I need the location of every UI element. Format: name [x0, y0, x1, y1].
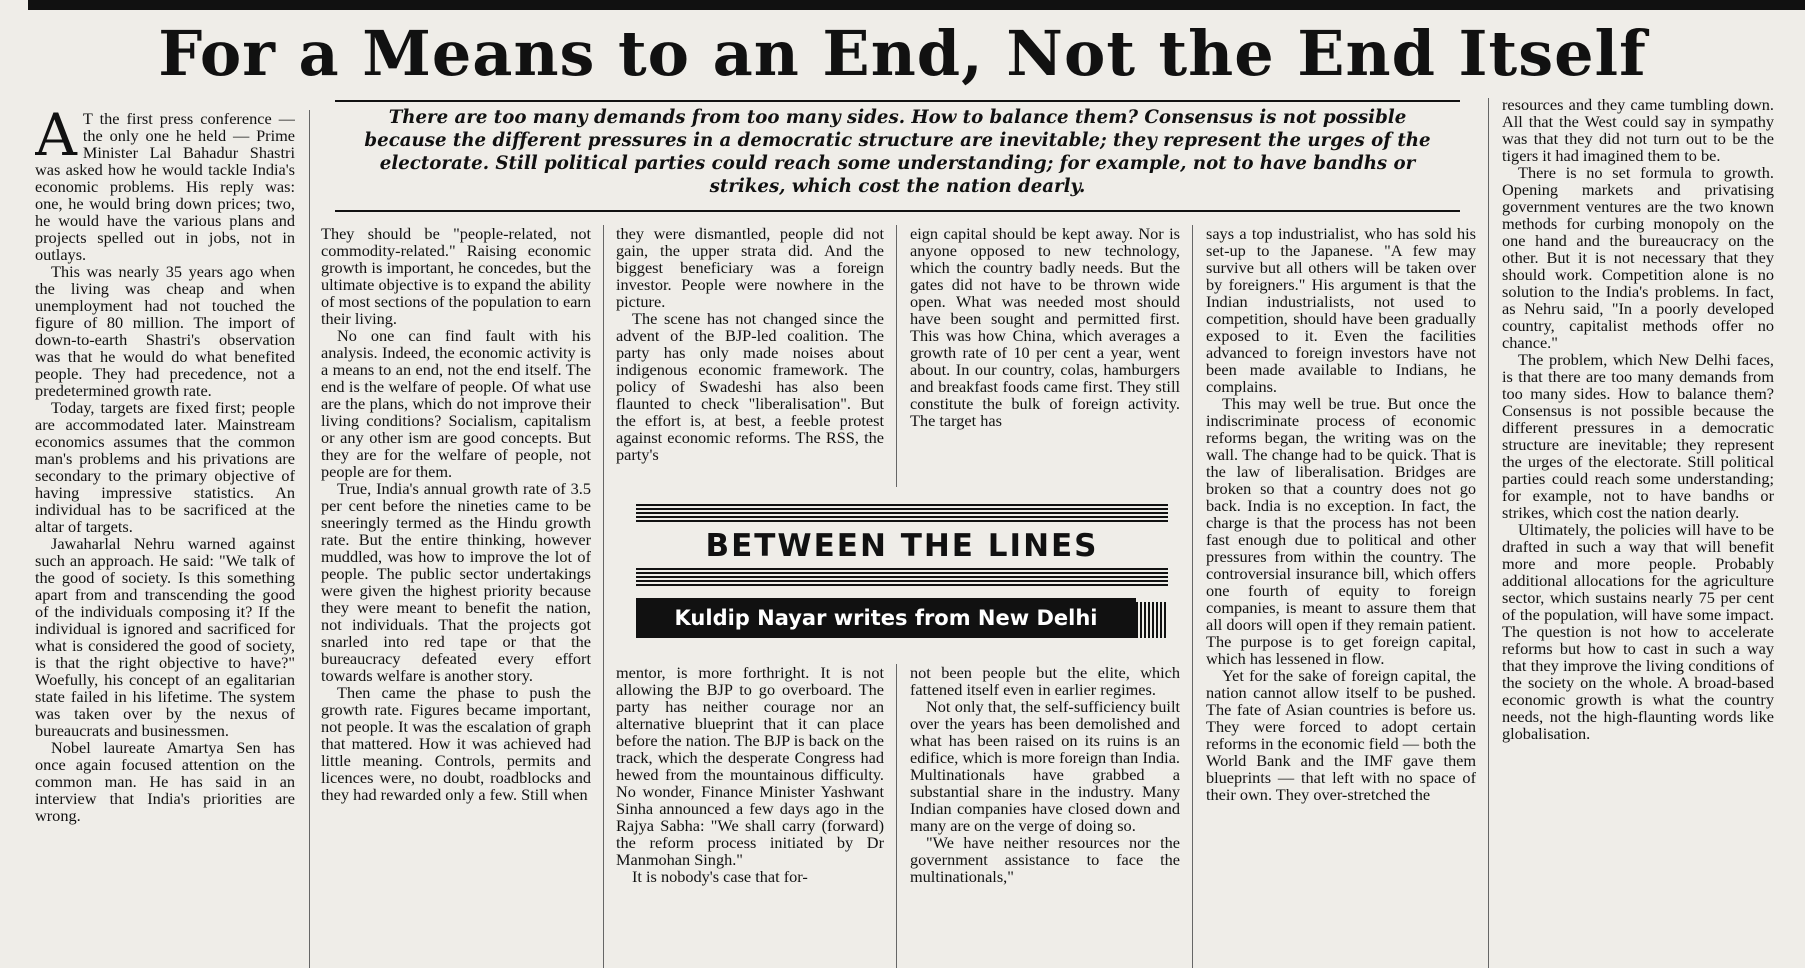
- paragraph: Yet for the sake of foreign capital, the nation cannot allow itself to be pushed. The fate of Asian countries is before us. They were forced to adopt certain reforms in the economic field — both the World Bank and the IMF gave them blueprints — that left with no space of their own. They over-stretched the: [1206, 666, 1476, 804]
- paragraph: True, India's annual growth rate of 3.5 per cent before the nineties came to be sneeringly termed as the Hindu growth rate. But the entire thinking, however muddled, was how to improve the lot of people. The public sector undertakings were given the highest priority because they were meant to benefit the nation, not individuals. That the projects got snarled into red tape or that the bureaucracy defeated every effort towards welfare is another story.: [321, 479, 591, 685]
- paragraph: It is nobody's case that for-: [632, 867, 808, 886]
- headline: For a Means to an End, Not the End Itself: [158, 17, 1647, 90]
- paragraph: There is no set formula to growth. Opening markets and privatising government ventures are the two known methods for curbing monopoly on the one hand and the bureaucracy on the other. But it is not necessary that they should work. Competition alone is no solution to the India's problems. In fact, as Nehru said, "In a poorly developed country, capitalist methods offer no chance.": [1502, 163, 1774, 352]
- paragraph: The problem, which New Delhi faces, is that there are too many demands from too many sides. How to balance them? Consensus is not possible because the different pressures in a democratic structure are inevitable; they represent the urges of the electorate. Still political parties could reach some understanding; for example, not to have bandhs or strikes, which cost the nation dearly.: [1502, 350, 1774, 522]
- paragraph: The scene has not changed since the advent of the BJP-led coalition. The party has only made noises about indigenous economic framework. The policy of Swadeshi has also been flaunted to check "liberalisation". But the effort is, at best, a feeble protest against economic reforms. The RSS, the party's: [616, 309, 884, 464]
- logo-rules: [636, 504, 1168, 522]
- column-divider: [603, 225, 604, 968]
- column-divider: [896, 664, 897, 968]
- column-3-top: [616, 225, 884, 487]
- paragraph: resources and they came tumbling down. All that the West could say in sympathy was that they did not turn out to be the tigers it had imagined them to be.: [1502, 96, 1774, 165]
- column-1: [35, 110, 295, 968]
- drop-cap: A: [35, 110, 77, 169]
- paragraph: Nobel laureate Amartya Sen has once again focused attention on the common man. He has said in an interview that India's priorities are wrong.: [35, 738, 295, 825]
- logo-rules: [636, 568, 1168, 586]
- column-4-bottom: [910, 664, 1180, 968]
- paragraph: Jawaharlal Nehru warned against such an approach. He said: "We talk of the good of society. Is this something apart from and transcending the good of the individuals composing it? If the individual is ignored and sacrificed for what is considered the good of society, is that the right objective to have?" Woefully, his concept of an egalitarian state failed in his lifetime. The system was taken over by the nexus of bureaucrats and businessmen.: [35, 534, 295, 740]
- paragraph: They should be "people-related, not commodity-related." Raising economic growth is important, he concedes, but the ultimate objective is to expand the ability of most sections of the population to earn their living.: [321, 225, 591, 328]
- paragraph: Today, targets are fixed first; people are accommodated later. Mainstream economics assumes that the common man's problems and his privations are secondary to the primary objective of having impressive statistics. An individual has to be sacrificed at the altar of targets.: [35, 398, 295, 536]
- paragraph: mentor, is more forthright. It is not allowing the BJP to go overboard. The party has neither courage nor an alternative blueprint that it can place before the nation. The BJP is back on the track, which the desperate Congress had hewed from the mountainous difficulty. No wonder, Finance Minister Yashwant Sinha announced a few days ago in the Rajya Sabha: "We shall carry (forward) the reform process initiated by Dr Manmohan Singh.": [616, 664, 884, 869]
- paragraph: Not only that, the self-sufficiency built over the years has been demolished and what has been raised on its ruins is an edifice, which is more foreign than India. Multinationals have grabbed a substantial share in the industry. Many Indian companies have closed down and many are on the verge of doing so.: [910, 697, 1180, 835]
- paragraph: they were dismantled, people did not gain, the upper strata did. And the biggest beneficiary was a foreign investor. People were nowhere in the picture.: [616, 225, 884, 311]
- column-5: [1206, 225, 1476, 968]
- column-logo: [636, 504, 1168, 638]
- column-divider: [1488, 98, 1489, 968]
- paragraph: says a top industrialist, who has sold his set-up to the Japanese. "A few may survive but all others will be taken over by foreigners." His argument is that the Indian industrialists, not used to competition, should have been gradually exposed to it. Even the facilities advanced to foreign investors have not been made available to Indians, he complains.: [1206, 225, 1476, 396]
- column-divider: [1192, 225, 1193, 968]
- paragraph: No one can find fault with his analysis. Indeed, the economic activity is a means to an end, not the end itself. The end is the welfare of people. Of what use are the plans, which do not improve their living conditions? Socialism, capitalism or any other ism are good concepts. But they are for the welfare of people, not people are for them.: [321, 326, 591, 481]
- column-divider: [896, 225, 897, 487]
- paragraph: A T the first press conference — the only one he held — Prime Minister Lal Bahadur Shastri was asked how he would tackle India's economic problems. His reply was: one, he would bring down prices; two, he would have the various plans and projects spelled out in jobs, not in outlays.: [35, 110, 295, 264]
- column-6: [1502, 96, 1774, 968]
- paragraph: Ultimately, the policies will have to be drafted in such a way that will benefit more and more people. Probably additional allocations for the agriculture sector, which sustains nearly 75 per cent of the population, will have some impact. The question is not how to accelerate reforms but how to cast in such a way that they improve the living conditions of the society on the whole. A broad-based economic growth is what the country needs, not the high-flaunting words like globalisation.: [1502, 520, 1774, 743]
- paragraph: "We have neither resources nor the government assistance to face the multinationals,": [910, 833, 1180, 886]
- column-divider: [309, 110, 310, 968]
- deck-text: There are too many demands from too many sides. How to balance them? Consensus is not possible because the different pressures in a democratic structure are inevitable; they represent the urges of the electorate. Still political parties could reach some understanding; for example, not to have bandhs or strikes, which cost the nation dearly.: [364, 107, 1431, 197]
- deck: [335, 100, 1460, 212]
- column-3-bottom: [616, 664, 884, 968]
- logo-shadow: [1136, 602, 1168, 638]
- column-4-top: [910, 225, 1180, 487]
- paragraph: Then came the phase to push the growth rate. Figures became important, not people. It was the escalation of graph that mattered. How it was achieved had little meaning. Controls, permits and licences were, no doubt, roadblocks and they had rewarded only a few. Still when: [321, 683, 591, 804]
- top-rule: [28, 0, 1805, 10]
- paragraph: This may well be true. But once the indiscriminate process of economic reforms began, the writing was on the wall. The change had to be quick. That is the law of liberalisation. Bridges are broken so that a country does not go back. India is no exception. In fact, the charge is that the process has not been fast enough due to political and other pressures from within the country. The controversial insurance bill, which offers one fourth of equity to foreign companies, is meant to assure them that all doors will open if they remain patient. The purpose is to get foreign capital, which has lessened in flow.: [1206, 394, 1476, 668]
- paragraph: eign capital should be kept away. Nor is anyone opposed to new technology, which the country badly needs. But the gates did not have to be thrown wide open. What was needed most should have been sought and permitted first. This was how China, which averages a growth rate of 10 per cent a year, went about. In our country, colas, hamburgers and breakfast foods came first. They still constitute the bulk of foreign activity. The target has: [910, 225, 1180, 430]
- paragraph: not been people but the elite, which fattened itself even in earlier regimes.: [910, 664, 1180, 699]
- column-logo-title: BETWEEN THE LINES: [705, 528, 1099, 564]
- column-2: [321, 225, 591, 968]
- paragraph: This was nearly 35 years ago when the living was cheap and when unemployment had not touched the figure of 80 million. The import of down-to-earth Shastri's observation was that he would do what benefited people. They had precedence, not a predetermined growth rate.: [35, 262, 295, 400]
- column-logo-byline: Kuldip Nayar writes from New Delhi: [636, 598, 1136, 638]
